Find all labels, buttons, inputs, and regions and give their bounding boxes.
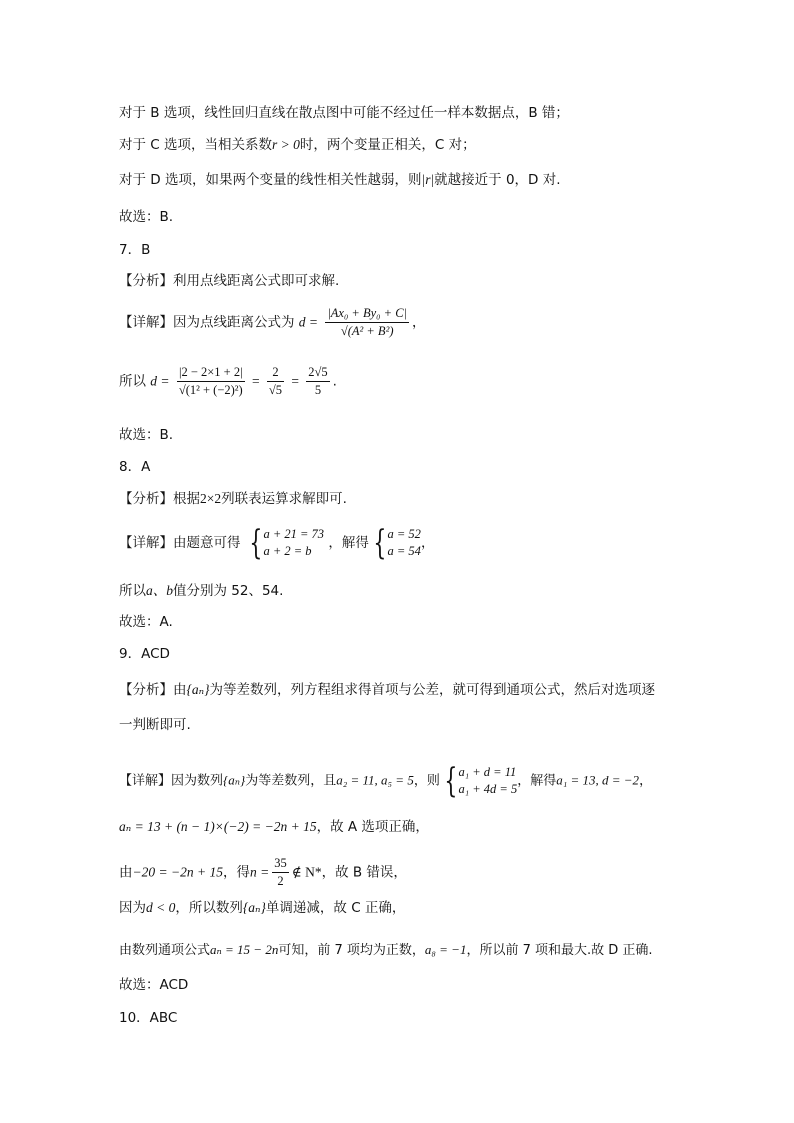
text-span: 可知，前 7 项均为正数，	[278, 943, 425, 958]
left-brace-icon: {	[249, 523, 263, 563]
equation-system	[388, 526, 421, 560]
text-line: 故选：B.	[119, 209, 174, 225]
text-span: 由数列通项公式	[119, 943, 211, 958]
text-span: 值分别为 52、54.	[173, 583, 284, 599]
fraction-numerator: |Ax₀ + By₀ + C|	[325, 306, 409, 323]
fraction	[177, 365, 245, 398]
fraction	[272, 856, 289, 889]
text-line	[119, 761, 653, 801]
math-inline: aₙ = 15 − 2n	[210, 942, 279, 957]
text-span: ，	[420, 535, 435, 551]
math-inline: d =	[150, 373, 170, 389]
fraction-denominator: 5	[314, 383, 322, 397]
fraction-denominator: √(1² + (−2)²)	[178, 383, 243, 397]
left-brace-icon: {	[373, 523, 387, 563]
math-inline: {aₙ}	[242, 900, 266, 915]
math-inline: =	[291, 373, 299, 389]
text-span: .	[332, 373, 337, 390]
text-span: ，	[639, 773, 653, 789]
text-span: 由	[119, 864, 133, 881]
math-inline: d < 0	[146, 900, 176, 915]
text-span: 对于 D 选项，如果两个变量的线性相关性越弱，则	[119, 172, 422, 188]
text-line: 对于 B 选项，线性回归直线在散点图中可能不经过任一样本数据点，B 错；	[119, 105, 569, 121]
math-inline: a₈ = −1	[424, 942, 467, 957]
text-span: 所以	[119, 583, 146, 599]
text-span: 【分析】根据	[119, 491, 200, 507]
text-span: 【详解】因为数列	[119, 773, 224, 789]
text-span: 【分析】由	[119, 682, 187, 698]
math-inline: aₙ = 13 + (n − 1)×(−2) = −2n + 15	[119, 819, 317, 834]
fraction-numerator: 2	[267, 365, 284, 382]
fraction	[267, 365, 284, 398]
text-span: ，解得	[517, 773, 557, 789]
math-inline: a₁ = 13, d = −2	[556, 772, 640, 788]
math-inline: =	[252, 373, 260, 389]
text-line	[119, 856, 407, 889]
text-line	[119, 899, 405, 917]
fraction-numerator: |2 − 2×1 + 2|	[177, 365, 245, 382]
text-line: 故选：B.	[119, 427, 174, 443]
equation: a + 21 = 73	[263, 527, 325, 541]
fraction-denominator: √5	[268, 383, 283, 397]
text-line	[119, 171, 561, 189]
text-span: ，故 A 选项正确，	[316, 819, 429, 835]
text-span: 为等差数列，列方程组求得首项与公差，就可得到通项公式，然后对选项逐	[209, 682, 656, 698]
math-inline: |r|	[421, 172, 435, 187]
question-number: 9．ACD	[119, 646, 170, 662]
question-number: 7．B	[119, 242, 151, 258]
text-span: 因为	[119, 900, 146, 916]
text-span: 时，两个变量正相关，C 对；	[299, 137, 476, 153]
text-line: 故选：ACD	[119, 977, 189, 993]
text-line	[119, 490, 347, 508]
text-span: 列联表运算求解即可.	[221, 491, 347, 507]
text-span: ，所以前 7 项和最大.故 D 正确.	[466, 943, 653, 958]
text-line	[119, 582, 283, 600]
math-inline: {aₙ}	[186, 682, 210, 697]
equation: a₁ + 4d = 5	[458, 782, 518, 796]
equation-system	[263, 526, 324, 560]
text-span: 【详解】因为点线距离公式为	[119, 314, 295, 331]
equation: a + 2 = b	[263, 544, 312, 558]
text-line	[119, 523, 435, 563]
text-span: ，则	[413, 773, 440, 789]
fraction-numerator: 35	[272, 856, 289, 873]
math-inline: a、b	[146, 583, 173, 598]
question-number: 10．ABC	[119, 1010, 178, 1026]
text-span: 单调递减，故 C 正确，	[265, 900, 406, 916]
equation: a₁ + d = 11	[458, 765, 517, 779]
fraction-denominator: 2	[277, 874, 284, 888]
text-line	[119, 306, 425, 339]
text-span: 为等差数列，且	[245, 773, 337, 789]
fraction	[325, 306, 409, 339]
text-span: 就越接近于 0，D 对.	[434, 172, 561, 188]
math-inline: n =	[249, 864, 270, 880]
equation: a = 52	[387, 527, 421, 541]
text-span: ，所以数列	[175, 900, 243, 916]
question-number: 8．A	[119, 459, 151, 475]
text-line	[119, 941, 653, 960]
math-inline: a₂ = 11, a₅ = 5	[336, 772, 414, 788]
text-span: ，	[411, 314, 426, 331]
text-span: 所以	[119, 373, 146, 390]
text-line: 一判断即可.	[119, 717, 191, 733]
equation-system	[458, 764, 517, 798]
math-inline: {aₙ}	[223, 772, 246, 788]
left-brace-icon: {	[444, 761, 458, 801]
math-inline: −20 = −2n + 15	[132, 864, 223, 880]
text-line	[119, 365, 337, 398]
fraction-denominator: √(A² + B²)	[340, 324, 394, 338]
text-line	[119, 136, 476, 154]
math-inline: r > 0	[272, 137, 300, 152]
text-span: ，故 B 错误，	[321, 864, 407, 881]
text-line	[119, 818, 429, 836]
math-inline: 2×2	[200, 491, 222, 506]
text-span: ，得	[222, 864, 250, 881]
text-span: 对于 C 选项，当相关系数	[119, 137, 273, 153]
fraction-numerator: 2√5	[306, 365, 329, 382]
text-line	[119, 681, 655, 699]
math-inline: d =	[298, 314, 319, 330]
text-line: 故选：A.	[119, 614, 173, 630]
text-line: 【分析】利用点线距离公式即可求解.	[119, 273, 340, 289]
text-span: 【详解】由题意可得	[119, 535, 241, 551]
equation: a = 54	[387, 544, 421, 558]
fraction	[306, 365, 329, 398]
math-inline: ∉ N*	[291, 864, 322, 880]
text-span: ，解得	[328, 535, 369, 551]
